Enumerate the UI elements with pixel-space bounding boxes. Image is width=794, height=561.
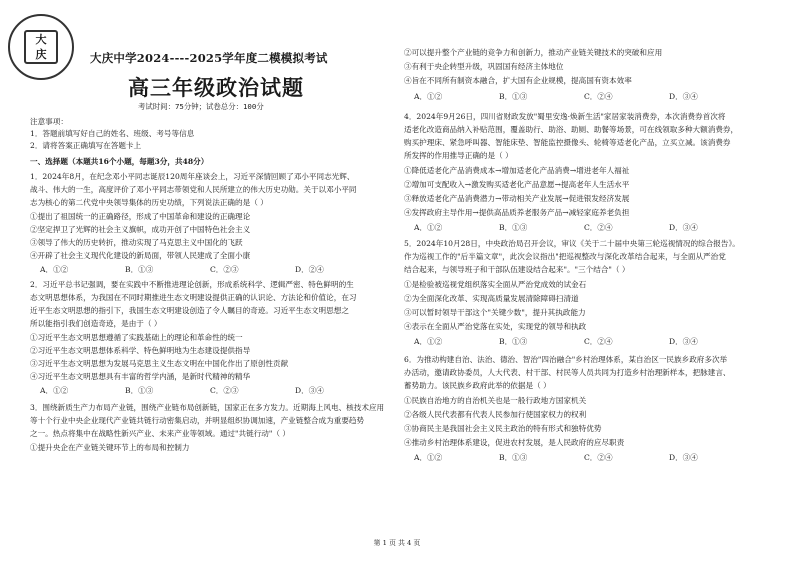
option-text: ②习近平生态文明思想体系科学、特色鲜明地为生态建设提供指导 [30,346,251,355]
question-text: 办活动，邀请政协委员，人大代表、村干部、村民等人员共同为打造乡村治理新样本，把脉建言、 [404,368,731,377]
answer-choice: D．②④ [295,265,324,274]
answer-choice: C．②④ [584,92,613,101]
question-text: 志为核心的第二代党中央领导集体的历史功绩，下列说法正确的是（ ） [30,198,268,207]
question-text: 5．2024年10月28日，中央政治局召开会议，审议《关于二十届中央第三轮巡视情况的综合报告》。 [404,239,740,248]
question-text: 态文明思想体系，为我国在不同时期推进生态文明建设提供正确的认识论、方法论和价值论，在习 [30,293,357,302]
question-text: 2．习近平总书记强调，要在实践中不断推进理论创新，形成系统科学、逻辑严密、特色鲜明的生 [30,280,354,289]
page-footer: 第 1 页 共 4 页 [373,539,421,547]
answer-choice: B．①③ [499,337,528,346]
question-text: 1．2024年8月，在纪念邓小平同志诞辰120周年座谈会上，习近平深情回顾了邓小平同志光辉、 [30,172,355,181]
notes-title: 注意事项： [30,117,68,126]
option-text: ①是检验被巡视党组织落实全面从严治党成效的试金石 [404,280,587,289]
answer-choice: C．②④ [584,337,613,346]
option-text: ④发挥政府主导作用→提供高品质养老服务产品→减轻家庭养老负担 [404,208,630,217]
answer-choice: B．①③ [499,453,528,462]
option-text: ④开辟了社会主义现代化建设的新局面，带领人民建成了全面小康 [30,251,251,260]
question-text: 作为巡视工作的"后半篇文章"，此次会议指出"把巡视整改与深化改革结合起来，与全面从严治党 [404,252,726,261]
answer-choice: B．①③ [125,265,154,274]
option-text: ①民族自治地方的自治机关也是一般行政地方国家机关 [404,396,587,405]
answer-choice: A．①② [414,223,443,232]
answer-choice: A．①② [40,265,69,274]
answer-choice: C．②③ [210,265,239,274]
answer-choice: D．③④ [669,92,698,101]
option-text: ③可以暂时领导干部这个"关键少数"，提升其执政能力 [404,308,586,317]
school-logo [8,14,74,80]
option-text: ②坚定捍卫了光辉的社会主义旗帜，成功开创了中国特色社会主义 [30,225,251,234]
note-item: 2．请将答案正确填写在答题卡上 [30,141,142,150]
answer-choice: A．①② [414,337,443,346]
option-text: ④推动乡村治理体系建设，促进农村发展，是人民政府的应尽职责 [404,438,625,447]
exam-title: 大庆中学2024----2025学年度二模模拟考试 [90,51,328,65]
answer-choice: B．①③ [125,386,154,395]
option-text: ④旨在不同所有制资本融合，扩大国有企业规模，提高国有资本效率 [404,76,632,85]
option-text: ①习近平生态文明思想遵循了实践基础上的理论和革命性的统一 [30,333,243,342]
answer-choice: A．①② [414,453,443,462]
option-text: ②可以提升整个产业链的竞争力和创新力，推动产业链关键技术的突破和应用 [404,48,663,57]
option-text: ①降低适老化产品消费成本→增加适老化产品消费→增进老年人福祉 [404,166,630,175]
answer-choice: C．②④ [584,453,613,462]
answer-choice: A．①② [40,386,69,395]
option-text: ②各级人民代表都有代表人民参加行使国家权力的权利 [404,410,587,419]
option-text: ③有利于央企转型升级，巩固国有经济主体地位 [404,62,564,71]
answer-choice: C．②③ [210,386,239,395]
question-text: 结合起来，与领导班子和干部队伍建设结合起来"。"三个结合"（ ） [404,265,630,274]
question-text: 所发挥的作用推导正确的是（ ） [404,151,513,160]
note-item: 1．答题前填写好自己的姓名、班级、考号等信息 [30,129,195,138]
section-title: 一、选择题（本题共16个小题，每题3分，共48分） [30,157,209,166]
question-text: 近平生态文明思想的指引下，我国生态文明建设创造了令人瞩目的奇迹。习近平生态文明思想之 [30,306,349,315]
answer-choice: D．③④ [669,223,698,232]
answer-choice: B．①③ [499,223,528,232]
option-text: ①提出了祖国统一的正确路径，形成了中国革命和建设的正确理论 [30,212,251,221]
option-text: ②为全面深化改革、实现高质量发展清除障碍扫清道 [404,294,579,303]
logo-emblem: 大 庆 [24,30,58,64]
question-text: 之一。热点将集中在战略性新兴产业、未来产业等领域。通过"共链行动"（ ） [30,429,290,438]
question-text: 3．围绕新质生产力布局产业链，围绕产业链布局创新链，国家正在多方发力。近期海上风电、核技术应用 [30,403,385,412]
question-text: 购买护理床、紧急呼叫器、智能床垫、智能监控摄像头、轮椅等适老化产品，立买立减。该消费券 [404,138,731,147]
answer-choice: C．②④ [584,223,613,232]
answer-choice: D．③④ [295,386,324,395]
question-text: 所以能指引我们创造奇迹，是由于（ ） [30,319,162,328]
answer-choice: D．③④ [669,337,698,346]
question-text: 4．2024年9月26日，四川省财政发放"蜀里安逸·焕新生活"家居家装消费券，本次消费券首次将 [404,112,726,121]
option-text: ③习近平生态文明思想为发展马克思主义生态文明在中国化作出了原创性贡献 [30,359,289,368]
question-text: 适老化改造商品纳入补贴范围，覆盖助行、助浴、助厕、助餐等场景，可在线领取多种大额消费券， [404,125,739,134]
option-text: ③释放适老化产品消费潜力→带动相关产业发展→促进银发经济发展 [404,194,630,203]
question-text: 战斗、伟大的一生，高度评价了邓小平同志带领党和人民所建立的伟大历史功勋。关于以邓小平同 [30,185,357,194]
option-text: ③领导了伟大的历史转折，推动实现了马克思主义中国化的飞跃 [30,238,243,247]
question-text: 等十个行业中央企业现代产业链共链行动密集启动，并明显组织协调加速，产业链整合成为重要趋势 [30,416,365,425]
answer-choice: B．①③ [499,92,528,101]
answer-choice: A．①② [414,92,443,101]
option-text: ③协商民主是我国社会主义民主政治的特有形式和独特优势 [404,424,602,433]
option-text: ④表示在全面从严治党落在实处，实现党的领导和执政 [404,322,587,331]
question-text: 蓄势助力。该民族乡政府此举的依据是（ ） [404,381,551,390]
answer-choice: D．③④ [669,453,698,462]
option-text: ④习近平生态文明思想具有丰富的哲学内涵，是新时代精神的精华 [30,372,251,381]
main-title: 高三年级政治试题 [128,75,304,100]
option-text: ②增加可支配收入→激发购买适老化产品意愿→提高老年人生活水平 [404,180,630,189]
exam-meta: 考试时间：75分钟；试卷总分：100分 [138,102,264,111]
option-text: ①提升央企在产业链关键环节上的布局和控制力 [30,443,190,452]
question-text: 6．为推动构建自治、法治、德治、智治"四治融合"乡村治理体系，某自治区一民族乡政府多次举 [404,355,728,364]
